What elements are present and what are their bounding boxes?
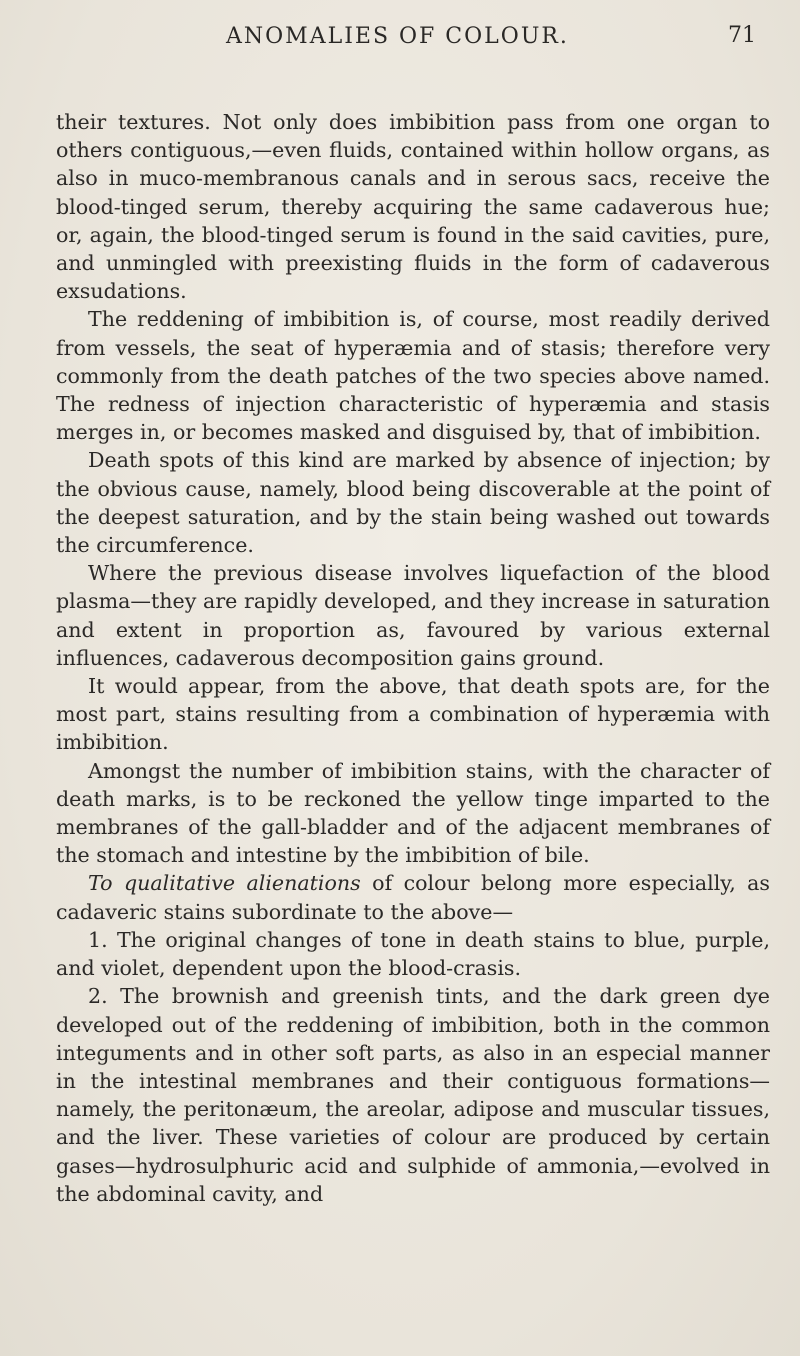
paragraph-7 <box>56 869 770 925</box>
list-item-2: 2. The brownish and greenish tints, and the dark green dye developed out of the reddening of imbibition, both in the common integuments and in other soft parts, as also in an especial manner in the intestinal membranes and their contiguous formations—namely, the peritonæum, the areolar, adipose and muscular tissues, and the liver. These varieties of colour are produced by certain gases—hydrosulphuric acid and sulphide of ammonia,—evolved in the abdominal cavity, and <box>56 984 770 1206</box>
list-item-1: 1. The original changes of tone in death stains to blue, purple, and violet, dependent upon the blood-crasis. <box>56 927 770 981</box>
paragraph-3: Death spots of this kind are marked by absence of injection; by the obvious cause, namely, blood being discoverable at the point of the deepest saturation, and by the stain being washed out towards the circumference. <box>56 448 770 558</box>
page-header <box>0 18 800 58</box>
running-head: ANOMALIES OF COLOUR. <box>226 24 569 49</box>
italic-phrase: To qualitative alienations <box>88 871 361 896</box>
body-text <box>56 108 770 1208</box>
paragraph-1: their textures. Not only does imbibition pass from one organ to others contiguous,—even fluids, contained within hollow organs, as also in muco-membranous canals and in serous sacs, receive the blood-tinged serum, thereby acquiring the same cadaverous hue; or, again, the blood-tinged serum is found in the said cavities, pure, and unmingled with preexisting fluids in the form of cadaverous exsudations. <box>56 110 770 304</box>
page-number: 71 <box>728 23 756 48</box>
paragraph-2: The reddening of imbibition is, of course, most readily derived from vessels, the seat of hyperæmia and of stasis; therefore very commonly from the death patches of the two species above named. The redness of injection characteristic of hyperæmia and stasis merges in, or becomes masked and disguised by, that of imbibition. <box>56 307 770 445</box>
paragraph-7-rest: of colour belong more especially, as cadaveric stains subordinate to the above— <box>56 871 770 924</box>
paragraph-5: It would appear, from the above, that death spots are, for the most part, stains resulting from a combination of hyperæmia with imbibition. <box>56 674 770 755</box>
paragraph-4: Where the previous disease involves liquefaction of the blood plasma—they are rapidly developed, and they increase in saturation and extent in proportion as, favoured by various external influences, cadaverous decomposition gains ground. <box>56 561 770 670</box>
paragraph-6: Amongst the number of imbibition stains, with the character of death marks, is to be reckoned the yellow tinge imparted to the membranes of the gall-bladder and of the adjacent membranes of the stomach and intestine by the imbibition of bile. <box>56 758 770 868</box>
